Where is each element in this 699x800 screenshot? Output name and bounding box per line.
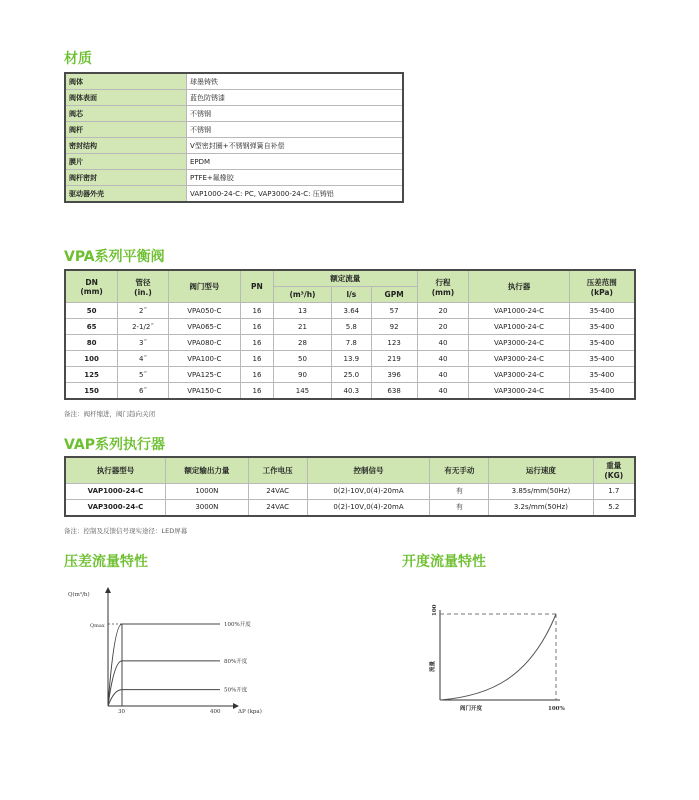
material-row: [65, 170, 403, 186]
material-row: [65, 138, 403, 154]
vpa-cell-ls: 7.8: [331, 335, 371, 351]
vpa-cell-model: VPA150-C: [168, 383, 240, 400]
vap-cell-signal: 0(2)-10V,0(4)-20mA: [307, 483, 430, 499]
vpa-cell-dp: 35-400: [569, 303, 635, 319]
vpa-cell-m3h: 145: [273, 383, 331, 400]
opening-flow-chart: [420, 600, 570, 720]
vpa-cell-gpm: 396: [371, 367, 417, 383]
vpa-cell-ls: 25.0: [331, 367, 371, 383]
vap-cell-model: VAP1000-24-C: [65, 483, 166, 499]
material-row: [65, 106, 403, 122]
vpa-cell-ls: 3.64: [331, 303, 371, 319]
vpa-cell-stroke: 40: [417, 335, 469, 351]
vpa-header-stroke: 行程 (mm): [417, 270, 469, 303]
vpa-cell-m3h: 50: [273, 351, 331, 367]
vpa-header-flow: 额定流量: [273, 270, 417, 287]
material-row: [65, 186, 403, 203]
vpa-cell-gpm: 92: [371, 319, 417, 335]
material-key: 密封结构: [65, 138, 187, 154]
material-value: PTFE+氟橡胶: [187, 170, 404, 186]
chart-dp-title: 压差流量特性: [64, 554, 148, 570]
material-key: 阀体: [65, 73, 187, 90]
vap-cell-force: 3000N: [166, 499, 249, 516]
vap-cell-voltage: 24VAC: [248, 499, 307, 516]
material-value: VAP1000-24-C: PC, VAP3000-24-C: 压铸铝: [187, 186, 404, 203]
vpa-cell-stroke: 20: [417, 303, 469, 319]
vpa-cell-act: VAP3000-24-C: [469, 335, 569, 351]
vpa-row: [65, 383, 635, 400]
open-curve: [440, 614, 556, 700]
vpa-note: 备注：阀杆缩进，阀门趋向关闭: [64, 410, 155, 418]
vpa-cell-pn: 16: [240, 319, 273, 335]
dp-curve: [108, 624, 220, 706]
vpa-cell-pipe: 2˝: [118, 303, 169, 319]
vpa-header-gpm: GPM: [371, 287, 417, 303]
vpa-header-model: 阀门型号: [168, 270, 240, 303]
vpa-cell-stroke: 20: [417, 319, 469, 335]
vap-cell-speed: 3.85s/mm(50Hz): [489, 483, 593, 499]
vpa-cell-stroke: 40: [417, 367, 469, 383]
material-row: [65, 73, 403, 90]
vpa-cell-m3h: 21: [273, 319, 331, 335]
vpa-cell-dn: 150: [65, 383, 118, 400]
vpa-row: [65, 351, 635, 367]
material-value: 蓝色防锈漆: [187, 90, 404, 106]
vap-cell-signal: 0(2)-10V,0(4)-20mA: [307, 499, 430, 516]
vpa-cell-m3h: 28: [273, 335, 331, 351]
vpa-cell-dn: 65: [65, 319, 118, 335]
vpa-cell-stroke: 40: [417, 351, 469, 367]
dp-flow-chart: [60, 582, 300, 722]
dp-x-tick-400: 400: [210, 709, 221, 715]
vap-cell-voltage: 24VAC: [248, 483, 307, 499]
vpa-cell-dp: 35-400: [569, 367, 635, 383]
dp-curve: [108, 661, 220, 706]
vpa-cell-model: VPA125-C: [168, 367, 240, 383]
material-key: 阀芯: [65, 106, 187, 122]
vap-header-speed: 运行速度: [489, 457, 593, 483]
open-y-top: 100: [432, 604, 438, 616]
chart-open-title: 开度流量特性: [402, 554, 486, 570]
vap-row: [65, 499, 635, 516]
dp-x-label: ΔP (kpa): [238, 709, 262, 715]
vap-row: [65, 483, 635, 499]
vap-cell-model: VAP3000-24-C: [65, 499, 166, 516]
vpa-row: [65, 367, 635, 383]
vap-header-force: 额定输出力量: [166, 457, 249, 483]
dp-curve: [108, 690, 220, 706]
vpa-header-dn: DN (mm): [65, 270, 118, 303]
material-value: 不锈钢: [187, 106, 404, 122]
vpa-cell-model: VPA100-C: [168, 351, 240, 367]
dp-curve-label: 50%开度: [224, 687, 248, 694]
vpa-cell-pipe: 4˝: [118, 351, 169, 367]
open-x-label: 阀门开度: [460, 706, 483, 712]
vpa-cell-m3h: 90: [273, 367, 331, 383]
vpa-cell-gpm: 123: [371, 335, 417, 351]
material-value: EPDM: [187, 154, 404, 170]
vap-header-signal: 控制信号: [307, 457, 430, 483]
vpa-cell-pn: 16: [240, 367, 273, 383]
vap-cell-manual: 有: [430, 483, 489, 499]
vap-header-model: 执行器型号: [65, 457, 166, 483]
material-key: 膜片: [65, 154, 187, 170]
dp-curve-label: 80%开度: [224, 658, 248, 665]
vpa-cell-act: VAP3000-24-C: [469, 383, 569, 400]
vpa-cell-model: VPA050-C: [168, 303, 240, 319]
dp-curve-label: 100%开度: [224, 622, 251, 628]
vpa-cell-m3h: 13: [273, 303, 331, 319]
vpa-cell-gpm: 638: [371, 383, 417, 400]
vap-cell-weight: 1.7: [593, 483, 635, 499]
material-row: [65, 122, 403, 138]
vpa-header-dp: 压差范围 (kPa): [569, 270, 635, 303]
dp-x-tick-30: 30: [118, 709, 125, 715]
vpa-header-m3h: (m³/h): [273, 287, 331, 303]
vpa-cell-dn: 125: [65, 367, 118, 383]
vap-title: VAP系列执行器: [64, 437, 165, 453]
vpa-cell-act: VAP1000-24-C: [469, 319, 569, 335]
vpa-cell-pipe: 5˝: [118, 367, 169, 383]
vpa-cell-dn: 80: [65, 335, 118, 351]
vap-cell-manual: 有: [430, 499, 489, 516]
vpa-cell-pipe: 3˝: [118, 335, 169, 351]
vap-cell-speed: 3.2s/mm(50Hz): [489, 499, 593, 516]
vpa-cell-stroke: 40: [417, 383, 469, 400]
material-key: 阀杆密封: [65, 170, 187, 186]
material-title: 材质: [64, 51, 92, 67]
vpa-cell-act: VAP3000-24-C: [469, 367, 569, 383]
vpa-cell-dp: 35-400: [569, 383, 635, 400]
vpa-header-ls: l/s: [331, 287, 371, 303]
dp-qmax-label: Qmax: [90, 623, 105, 629]
material-row: [65, 90, 403, 106]
vap-note: 备注：控制及反馈信号现实途径：LED屏幕: [64, 527, 188, 535]
vpa-cell-act: VAP1000-24-C: [469, 303, 569, 319]
vpa-title: VPA系列平衡阀: [64, 249, 165, 265]
vap-header-manual: 有无手动: [430, 457, 489, 483]
vpa-cell-pn: 16: [240, 303, 273, 319]
vpa-cell-ls: 5.8: [331, 319, 371, 335]
vap-table: [64, 456, 636, 517]
vpa-cell-model: VPA065-C: [168, 319, 240, 335]
vap-header-weight: 重量 (KG): [593, 457, 635, 483]
vap-cell-force: 1000N: [166, 483, 249, 499]
vpa-cell-dp: 35-400: [569, 335, 635, 351]
vpa-cell-gpm: 219: [371, 351, 417, 367]
vpa-row: [65, 303, 635, 319]
vpa-cell-ls: 40.3: [331, 383, 371, 400]
material-row: [65, 154, 403, 170]
material-key: 驱动器外壳: [65, 186, 187, 203]
vpa-cell-pn: 16: [240, 335, 273, 351]
dp-y-label: Q(m³/h): [68, 592, 90, 598]
vpa-row: [65, 335, 635, 351]
vpa-table: [64, 269, 636, 400]
vpa-cell-gpm: 57: [371, 303, 417, 319]
vpa-cell-dn: 50: [65, 303, 118, 319]
vpa-cell-dp: 35-400: [569, 351, 635, 367]
material-key: 阀体表面: [65, 90, 187, 106]
vpa-row: [65, 319, 635, 335]
vpa-cell-pn: 16: [240, 351, 273, 367]
vpa-cell-act: VAP3000-24-C: [469, 351, 569, 367]
vpa-cell-ls: 13.9: [331, 351, 371, 367]
open-y-label: 流量: [430, 660, 436, 672]
material-value: 不锈钢: [187, 122, 404, 138]
material-value: 球墨铸铁: [187, 73, 404, 90]
material-value: V型密封圈+不锈钢弹簧自补偿: [187, 138, 404, 154]
vpa-cell-dp: 35-400: [569, 319, 635, 335]
vpa-cell-pipe: 2-1/2˝: [118, 319, 169, 335]
vap-header-voltage: 工作电压: [248, 457, 307, 483]
vpa-cell-pn: 16: [240, 383, 273, 400]
vpa-cell-dn: 100: [65, 351, 118, 367]
open-x-end: 100%: [548, 706, 565, 712]
vpa-cell-model: VPA080-C: [168, 335, 240, 351]
material-table: [64, 72, 404, 203]
vpa-cell-pipe: 6˝: [118, 383, 169, 400]
vpa-header-pn: PN: [240, 270, 273, 303]
vap-cell-weight: 5.2: [593, 499, 635, 516]
vpa-header-pipe: 管径 (in.): [118, 270, 169, 303]
material-key: 阀杆: [65, 122, 187, 138]
vpa-header-actuator: 执行器: [469, 270, 569, 303]
